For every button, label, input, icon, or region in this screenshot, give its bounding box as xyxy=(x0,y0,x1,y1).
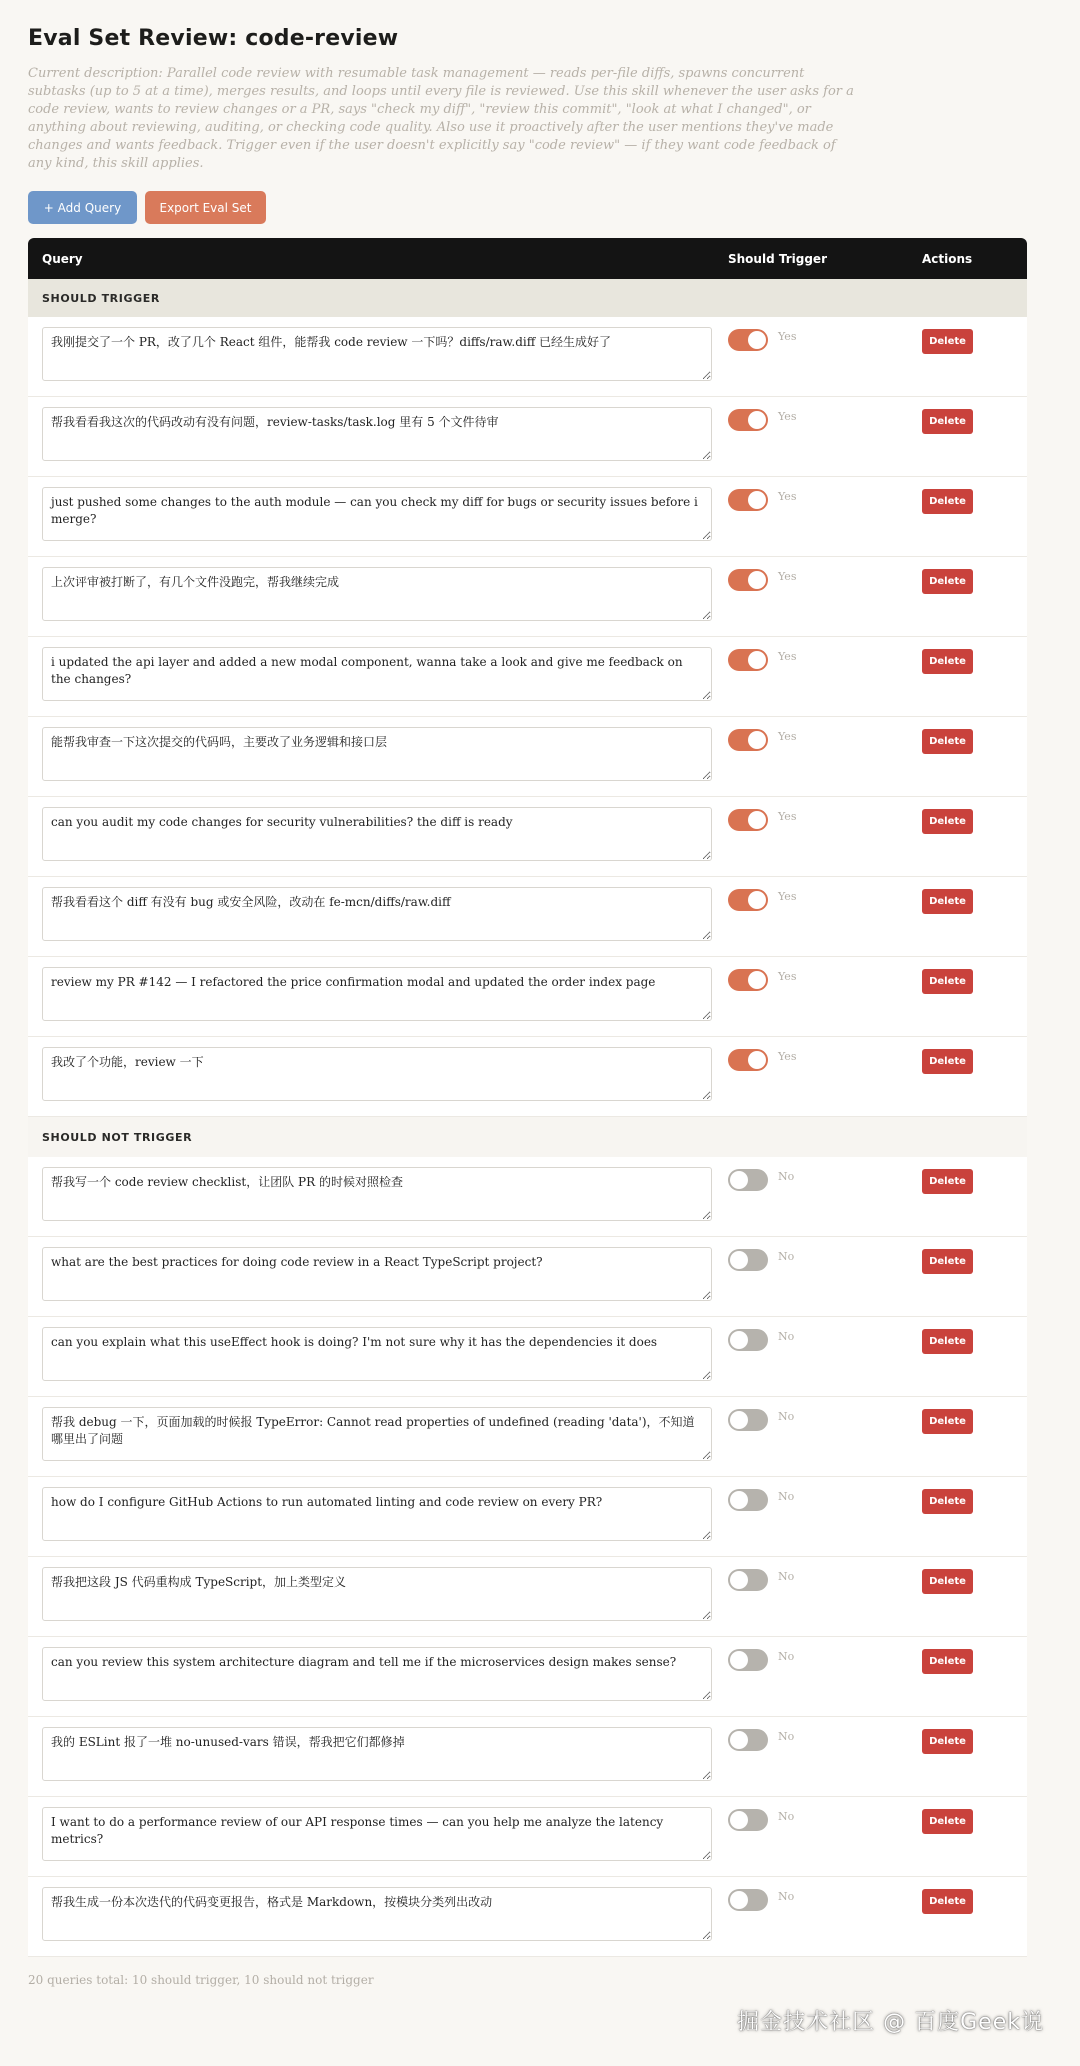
query-textarea[interactable] xyxy=(42,1487,712,1541)
actions-cell xyxy=(922,397,1027,476)
query-textarea[interactable] xyxy=(42,1727,712,1781)
should-trigger-toggle[interactable] xyxy=(728,1489,768,1511)
query-cell xyxy=(28,1797,728,1876)
should-trigger-toggle[interactable] xyxy=(728,969,768,991)
should-trigger-toggle[interactable] xyxy=(728,489,768,511)
delete-button[interactable]: Delete xyxy=(922,1169,973,1194)
should-trigger-toggle[interactable] xyxy=(728,329,768,351)
query-cell xyxy=(28,1317,728,1396)
query-cell xyxy=(28,1037,728,1116)
query-cell xyxy=(28,957,728,1036)
column-header-query: Query xyxy=(42,251,83,266)
toggle-knob xyxy=(730,1331,748,1349)
should-trigger-toggle[interactable] xyxy=(728,1809,768,1831)
should-trigger-cell xyxy=(728,1317,922,1396)
query-cell xyxy=(28,1877,728,1956)
toggle-knob xyxy=(730,1731,748,1749)
should-trigger-cell xyxy=(728,557,922,636)
should-trigger-toggle[interactable] xyxy=(728,1329,768,1351)
actions-cell xyxy=(922,1477,1027,1556)
delete-button[interactable]: Delete xyxy=(922,1889,973,1914)
toggle-state-label: Yes xyxy=(778,650,797,663)
toggle-state-label: No xyxy=(778,1330,795,1343)
eval-table xyxy=(28,238,1027,1957)
query-textarea[interactable] xyxy=(42,487,712,541)
actions-cell xyxy=(922,717,1027,796)
should-trigger-cell xyxy=(728,1397,922,1476)
table-row xyxy=(28,1237,1027,1317)
should-trigger-toggle[interactable] xyxy=(728,889,768,911)
should-trigger-toggle[interactable] xyxy=(728,649,768,671)
delete-button[interactable]: Delete xyxy=(922,489,973,514)
toggle-state-label: Yes xyxy=(778,410,797,423)
toggle-state-label: Yes xyxy=(778,810,797,823)
toggle-knob xyxy=(730,1251,748,1269)
actions-cell xyxy=(922,1237,1027,1316)
query-textarea[interactable] xyxy=(42,1407,712,1461)
query-cell xyxy=(28,637,728,716)
query-textarea[interactable] xyxy=(42,1047,712,1101)
should-trigger-cell xyxy=(728,797,922,876)
toggle-knob xyxy=(748,491,766,509)
should-trigger-toggle[interactable] xyxy=(728,569,768,591)
delete-button[interactable]: Delete xyxy=(922,1809,973,1834)
table-row xyxy=(28,1877,1027,1957)
should-trigger-toggle[interactable] xyxy=(728,1889,768,1911)
toggle-knob xyxy=(730,1571,748,1589)
query-cell xyxy=(28,397,728,476)
query-cell xyxy=(28,797,728,876)
section-heading-should-not-trigger: SHOULD NOT TRIGGER xyxy=(28,1117,1027,1157)
toggle-state-label: No xyxy=(778,1410,795,1423)
toggle-state-label: Yes xyxy=(778,570,797,583)
should-not-trigger-rows xyxy=(28,1157,1027,1957)
query-cell xyxy=(28,1557,728,1636)
table-row xyxy=(28,557,1027,637)
should-trigger-cell xyxy=(728,877,922,956)
toggle-state-label: Yes xyxy=(778,970,797,983)
delete-button[interactable]: Delete xyxy=(922,1729,973,1754)
actions-cell xyxy=(922,1317,1027,1396)
actions-cell xyxy=(922,317,1027,396)
query-textarea[interactable] xyxy=(42,967,712,1021)
actions-cell xyxy=(922,1637,1027,1716)
actions-cell xyxy=(922,797,1027,876)
query-textarea[interactable] xyxy=(42,727,712,781)
should-trigger-cell xyxy=(728,1797,922,1876)
actions-cell xyxy=(922,957,1027,1036)
table-row xyxy=(28,797,1027,877)
query-cell xyxy=(28,477,728,556)
query-textarea[interactable] xyxy=(42,1327,712,1381)
actions-cell xyxy=(922,877,1027,956)
actions-cell xyxy=(922,1397,1027,1476)
actions-cell xyxy=(922,1797,1027,1876)
table-row xyxy=(28,397,1027,477)
toggle-state-label: Yes xyxy=(778,490,797,503)
toggle-state-label: Yes xyxy=(778,330,797,343)
actions-cell xyxy=(922,557,1027,636)
should-trigger-cell xyxy=(728,1477,922,1556)
query-cell xyxy=(28,717,728,796)
should-trigger-cell xyxy=(728,717,922,796)
query-textarea[interactable] xyxy=(42,1647,712,1701)
should-trigger-toggle[interactable] xyxy=(728,1049,768,1071)
query-textarea[interactable] xyxy=(42,407,712,461)
add-query-button[interactable]: + Add Query xyxy=(28,191,137,224)
column-header-should-trigger: Should Trigger xyxy=(728,251,827,266)
delete-button[interactable]: Delete xyxy=(922,329,973,354)
toggle-knob xyxy=(748,651,766,669)
toggle-knob xyxy=(730,1811,748,1829)
table-row xyxy=(28,1157,1027,1237)
should-trigger-cell xyxy=(728,317,922,396)
query-textarea[interactable] xyxy=(42,647,712,701)
actions-cell xyxy=(922,1557,1027,1636)
table-row xyxy=(28,1037,1027,1117)
should-trigger-toggle[interactable] xyxy=(728,809,768,831)
toggle-knob xyxy=(748,571,766,589)
table-header xyxy=(28,238,1027,279)
delete-button[interactable]: Delete xyxy=(922,969,973,994)
should-trigger-cell xyxy=(728,637,922,716)
should-trigger-cell xyxy=(728,1037,922,1116)
table-row xyxy=(28,477,1027,557)
delete-button[interactable]: Delete xyxy=(922,729,973,754)
toggle-state-label: Yes xyxy=(778,890,797,903)
toggle-knob xyxy=(730,1411,748,1429)
table-row xyxy=(28,1717,1027,1797)
table-row xyxy=(28,1797,1027,1877)
table-row xyxy=(28,717,1027,797)
actions-cell xyxy=(922,1157,1027,1236)
delete-button[interactable]: Delete xyxy=(922,1049,973,1074)
query-cell xyxy=(28,1157,728,1236)
table-row xyxy=(28,877,1027,957)
should-trigger-toggle[interactable] xyxy=(728,1409,768,1431)
delete-button[interactable]: Delete xyxy=(922,569,973,594)
delete-button[interactable]: Delete xyxy=(922,1569,973,1594)
query-textarea[interactable] xyxy=(42,327,712,381)
should-trigger-toggle[interactable] xyxy=(728,409,768,431)
query-cell xyxy=(28,1637,728,1716)
toggle-knob xyxy=(748,731,766,749)
table-row xyxy=(28,1557,1027,1637)
query-cell xyxy=(28,557,728,636)
should-trigger-toggle[interactable] xyxy=(728,1169,768,1191)
should-trigger-cell xyxy=(728,1557,922,1636)
query-cell xyxy=(28,317,728,396)
toolbar xyxy=(28,191,1052,224)
toggle-state-label: No xyxy=(778,1250,795,1263)
should-trigger-cell xyxy=(728,957,922,1036)
query-cell xyxy=(28,877,728,956)
toggle-knob xyxy=(730,1651,748,1669)
toggle-knob xyxy=(748,331,766,349)
export-eval-set-button[interactable]: Export Eval Set xyxy=(145,191,266,224)
actions-cell xyxy=(922,637,1027,716)
actions-cell xyxy=(922,1037,1027,1116)
toggle-state-label: No xyxy=(778,1890,795,1903)
query-textarea[interactable] xyxy=(42,1807,712,1861)
table-row xyxy=(28,317,1027,397)
table-row xyxy=(28,1317,1027,1397)
watermark: 掘金技术社区 @ 百度Geek说 xyxy=(737,2010,1044,2035)
toggle-state-label: Yes xyxy=(778,730,797,743)
table-row xyxy=(28,957,1027,1037)
toggle-state-label: No xyxy=(778,1730,795,1743)
should-trigger-cell xyxy=(728,1877,922,1956)
should-trigger-cell xyxy=(728,1717,922,1796)
toggle-state-label: Yes xyxy=(778,1050,797,1063)
should-trigger-toggle[interactable] xyxy=(728,729,768,751)
toggle-knob xyxy=(748,971,766,989)
should-trigger-rows xyxy=(28,317,1027,1117)
delete-button[interactable]: Delete xyxy=(922,1249,973,1274)
toggle-state-label: No xyxy=(778,1490,795,1503)
toggle-state-label: No xyxy=(778,1650,795,1663)
should-trigger-cell xyxy=(728,477,922,556)
toggle-state-label: No xyxy=(778,1170,795,1183)
query-textarea[interactable] xyxy=(42,807,712,861)
column-header-actions: Actions xyxy=(922,251,973,266)
should-trigger-toggle[interactable] xyxy=(728,1649,768,1671)
should-trigger-cell xyxy=(728,1157,922,1236)
query-textarea[interactable] xyxy=(42,887,712,941)
should-trigger-toggle[interactable] xyxy=(728,1729,768,1751)
actions-cell xyxy=(922,1877,1027,1956)
delete-button[interactable]: Delete xyxy=(922,409,973,434)
should-trigger-toggle[interactable] xyxy=(728,1249,768,1271)
delete-button[interactable]: Delete xyxy=(922,1329,973,1354)
table-row xyxy=(28,1477,1027,1557)
delete-button[interactable]: Delete xyxy=(922,1649,973,1674)
toggle-knob xyxy=(730,1491,748,1509)
should-trigger-toggle[interactable] xyxy=(728,1569,768,1591)
table-row xyxy=(28,1397,1027,1477)
toggle-knob xyxy=(730,1171,748,1189)
query-textarea[interactable] xyxy=(42,1167,712,1221)
delete-button[interactable]: Delete xyxy=(922,1409,973,1434)
query-textarea[interactable] xyxy=(42,567,712,621)
should-trigger-cell xyxy=(728,1237,922,1316)
actions-cell xyxy=(922,1717,1027,1796)
query-textarea[interactable] xyxy=(42,1887,712,1941)
query-cell xyxy=(28,1237,728,1316)
toggle-state-label: No xyxy=(778,1810,795,1823)
table-row xyxy=(28,637,1027,717)
query-cell xyxy=(28,1717,728,1796)
skill-description: Current description: Parallel code review with resumable task management — reads per-file diffs, spawns concurrent subtasks (up to 5 at a time), merges results, and loops until every file is reviewed. Use this skill whenever the user asks for a code review, wants to review changes or a PR, says "check my diff", "review this commit", "look at what I changed", or anything about reviewing, auditing, or checking code quality. Also use it proactively after the user mentions they've made changes and wants feedback. Trigger even if the user doesn't explicitly say "code review" — if they want code feedback of any kind, this skill applies. xyxy=(28,66,854,171)
delete-button[interactable]: Delete xyxy=(922,889,973,914)
page-title: Eval Set Review: code-review xyxy=(28,26,399,51)
query-textarea[interactable] xyxy=(42,1247,712,1301)
toggle-knob xyxy=(748,811,766,829)
table-row xyxy=(28,1637,1027,1717)
delete-button[interactable]: Delete xyxy=(922,1489,973,1514)
query-textarea[interactable] xyxy=(42,1567,712,1621)
toggle-knob xyxy=(748,411,766,429)
summary-footer: 20 queries total: 10 should trigger, 10 should not trigger xyxy=(28,1973,374,1987)
delete-button[interactable]: Delete xyxy=(922,649,973,674)
delete-button[interactable]: Delete xyxy=(922,809,973,834)
query-cell xyxy=(28,1397,728,1476)
should-trigger-cell xyxy=(728,1637,922,1716)
toggle-knob xyxy=(730,1891,748,1909)
section-heading-should-trigger: SHOULD TRIGGER xyxy=(28,279,1027,317)
query-cell xyxy=(28,1477,728,1556)
toggle-state-label: No xyxy=(778,1570,795,1583)
toggle-knob xyxy=(748,891,766,909)
should-trigger-cell xyxy=(728,397,922,476)
toggle-knob xyxy=(748,1051,766,1069)
actions-cell xyxy=(922,477,1027,556)
